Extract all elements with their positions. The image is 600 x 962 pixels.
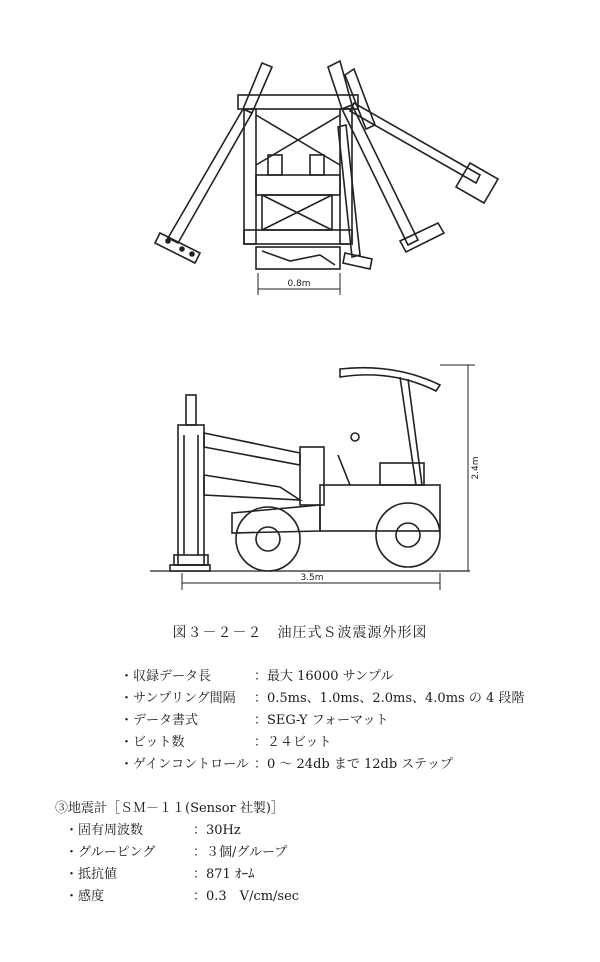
spec-label: ・ビット数 <box>120 735 185 750</box>
spec-row <box>65 886 299 908</box>
geophone-spec-list <box>65 820 299 908</box>
wheels <box>236 503 440 571</box>
spec-value: ：SEG-Y フォーマット <box>254 713 389 728</box>
spec-value: ：0.3 V/cm/sec <box>193 889 300 904</box>
spec-label: ・感度 <box>65 889 105 904</box>
spec-label: ・ゲインコントロール <box>120 757 249 772</box>
spec-value: ：30Hz <box>193 823 241 838</box>
spec-row <box>120 732 524 754</box>
spec-label: ・固有周波数 <box>65 823 144 838</box>
boom-arm <box>204 433 324 505</box>
right-arm <box>328 61 498 269</box>
figure-caption: 図３－２－２ 油圧式Ｓ波震源外形図 <box>172 625 428 641</box>
spec-row <box>65 820 299 842</box>
body <box>232 433 440 533</box>
spec-label: ・グルーピング <box>65 845 156 860</box>
spec-value: ：３個/グループ <box>193 845 288 860</box>
spec-row <box>120 688 524 710</box>
top-width-label: 0.8m <box>287 279 311 289</box>
spec-label: ・データ書式 <box>120 713 199 728</box>
side-height-label: 2.4m <box>471 456 481 480</box>
top-view-drawing <box>0 55 600 300</box>
recording-spec-list <box>120 666 524 776</box>
spec-row <box>65 864 299 886</box>
left-arm <box>155 63 272 263</box>
side-length-label: 3.5m <box>300 573 324 583</box>
spec-value: ：最大 16000 サンプル <box>254 669 394 684</box>
spec-value: ：２４ビット <box>254 735 332 750</box>
spec-label: ・抵抗値 <box>65 867 118 882</box>
spec-value: ：0 ～ 24db まで 12db ステップ <box>254 757 454 772</box>
center-frame <box>238 95 358 269</box>
spec-row <box>120 666 524 688</box>
geophone-heading: ③地震計［ＳＭ－１１(Sensor 社製)］ <box>55 801 284 816</box>
spec-row <box>120 710 524 732</box>
spec-value: ：871 ｵｰﾑ <box>193 867 255 882</box>
side-view-drawing <box>0 355 600 595</box>
canopy <box>340 368 440 485</box>
spec-row <box>120 754 524 776</box>
spec-label: ・収録データ長 <box>120 669 212 684</box>
spec-value: ：0.5ms、1.0ms、2.0ms、4.0ms の 4 段階 <box>254 691 525 706</box>
spec-row <box>65 842 299 864</box>
spec-label: ・サンプリング間隔 <box>120 691 236 706</box>
